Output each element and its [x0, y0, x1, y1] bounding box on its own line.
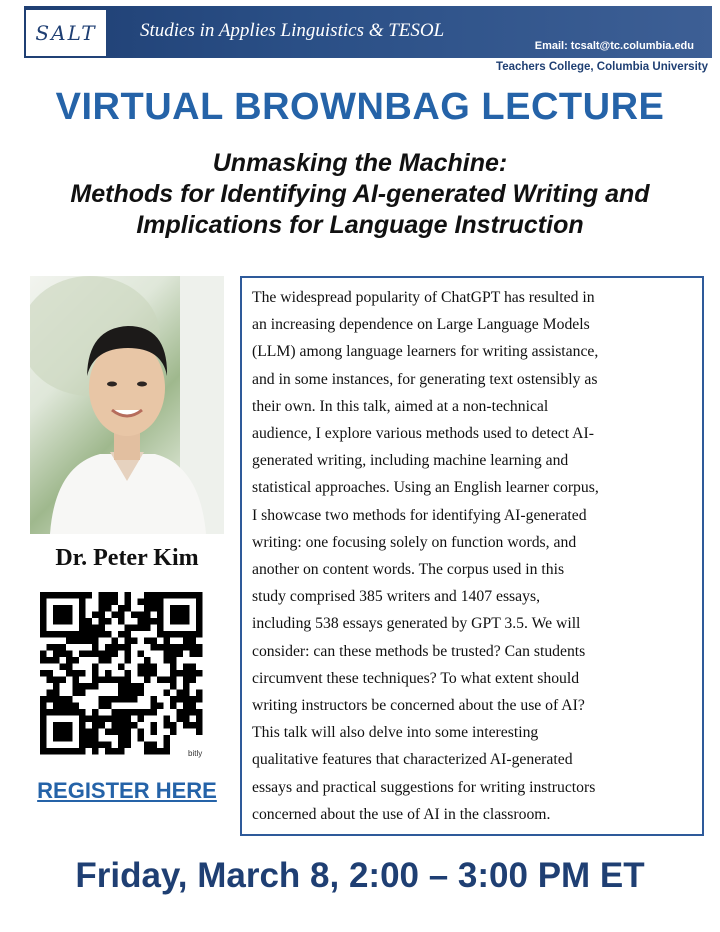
abstract-line: The widespread popularity of ChatGPT has resulted in: [252, 289, 595, 306]
qr-bitly-label: bitly: [188, 749, 203, 758]
register-link[interactable]: REGISTER HERE: [37, 778, 217, 803]
talk-title-line: Implications for Language Instruction: [136, 211, 584, 239]
abstract-line: writing: one focusing solely on function words, and: [252, 533, 577, 551]
abstract-line: (LLM) among language learners for writing assistance,: [252, 343, 599, 361]
abstract-line: I showcase two methods for identifying AI-generated: [252, 506, 587, 524]
header-title: Studies in Applies Linguistics & TESOL: [140, 20, 445, 41]
abstract-line: essays and practical suggestions for writing instructors: [252, 778, 596, 796]
affiliation: Teachers College, Columbia University: [496, 61, 708, 73]
speaker-portrait-icon: [30, 276, 224, 534]
talk-title: [0, 148, 720, 241]
salt-logo: [26, 10, 106, 56]
talk-title-line: Methods for Identifying AI-generated Writing and: [70, 180, 650, 208]
abstract-line: another on content words. The corpus used in this: [252, 561, 565, 579]
abstract-line: and in some instances, for generating text ostensibly as: [252, 370, 598, 388]
abstract-line: circumvent these techniques? To what extent should: [252, 669, 580, 687]
event-date: Friday, March 8, 2:00 – 3:00 PM ET: [75, 856, 645, 895]
abstract-text: [252, 284, 694, 828]
header-banner: [24, 6, 712, 58]
abstract-line: an increasing dependence on Large Language Models: [252, 316, 590, 334]
register-qr-code[interactable]: [36, 588, 208, 760]
speaker-name: Dr. Peter Kim: [55, 545, 199, 571]
abstract-line: including 538 essays generated by GPT 3.5. We will: [252, 615, 581, 633]
abstract-line: writing instructors be concerned about the use of AI?: [252, 697, 585, 715]
qr-code-icon: [36, 588, 208, 760]
abstract-line: consider: can these methods be trusted? Can students: [252, 642, 586, 660]
abstract-line: generated writing, including machine learning and: [252, 452, 569, 470]
talk-title-line: Unmasking the Machine:: [212, 149, 508, 177]
abstract-line: statistical approaches. Using an English learner corpus,: [252, 479, 599, 497]
event-heading: VIRTUAL BROWNBAG LECTURE: [55, 86, 665, 128]
speaker-photo: [30, 276, 224, 534]
abstract-box: [240, 276, 704, 836]
abstract-line: concerned about the use of AI in the classroom.: [252, 805, 551, 823]
abstract-line: their own. In this talk, aimed at a non-technical: [252, 397, 549, 415]
header-email: Email: tcsalt@tc.columbia.edu: [534, 40, 694, 52]
salt-logo-text: SALT: [35, 21, 97, 45]
abstract-line: study comprised 385 writers and 1407 essays,: [252, 588, 540, 606]
abstract-line: qualitative features that characterized AI-generated: [252, 751, 573, 769]
abstract-line: audience, I explore various methods used to detect AI-: [252, 425, 594, 443]
abstract-line: This talk will also delve into some interesting: [252, 724, 539, 742]
